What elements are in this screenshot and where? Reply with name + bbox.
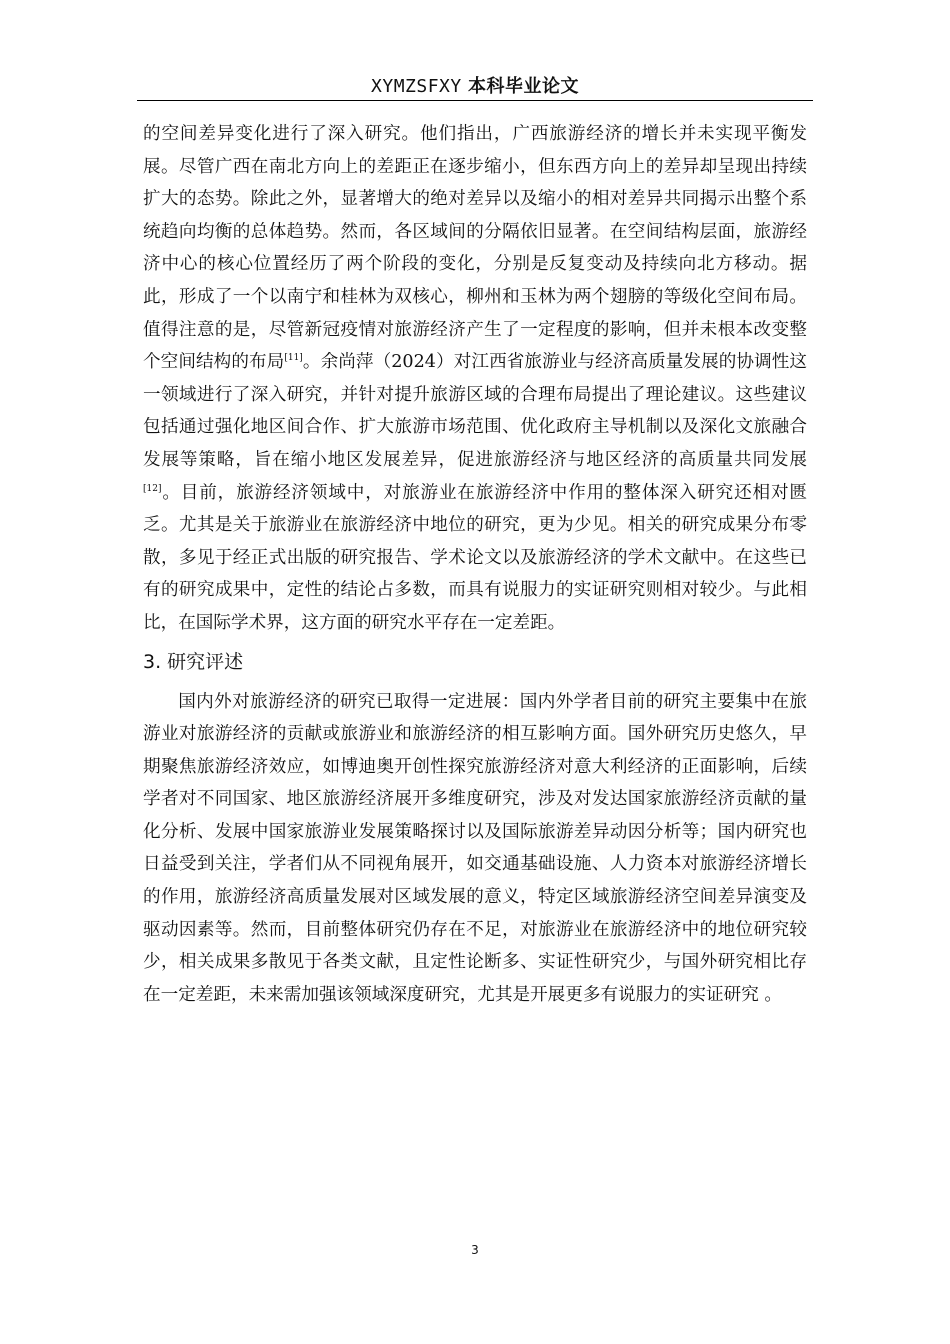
header-school-code: XYMZSFXY — [371, 76, 462, 97]
header-divider — [137, 100, 813, 101]
paragraph-text: 的空间差异变化进行了深入研究。他们指出，广西旅游经济的增长并未实现平衡发展。尽管广西在南北方向上的差距正在逐步缩小，但东西方向上的差异却呈现出持续扩大的态势。除此之外，显著增大的绝对差异以及缩小的相对差异共同揭示出整个系统趋向均衡的总体趋势。然而，各区域间的分隔依旧显著。在空间结构层面，旅游经济中心的核心位置经历了两个阶段的变化，分别是反复变动及持续向北方移动。据此，形成了一个以南宁和桂林为双核心，柳州和玉林为两个翅膀的等级化空间布局。值得注意的是，尽管新冠疫情对旅游经济产生了一定程度的影响，但并未根本改变整个空间结构的布局 — [143, 124, 807, 373]
body-paragraph-2: 国内外对旅游经济的研究已取得一定进展：国内外学者目前的研究主要集中在旅游业对旅游经济的贡献或旅游业和旅游经济的相互影响方面。国外研究历史悠久，早期聚焦旅游经济效应，如博迪奥开创性探究旅游经济对意大利经济的正面影响，后续学者对不同国家、地区旅游经济展开多维度研究，涉及对发达国家旅游经济贡献的量化分析、发展中国家旅游业发展策略探讨以及国际旅游差异动因分析等；国内研究也日益受到关注，学者们从不同视角展开，如交通基础设施、人力资本对旅游经济增长的作用，旅游经济高质量发展对区域发展的意义，特定区域旅游经济空间差异演变及驱动因素等。然而，目前整体研究仍存在不足，对旅游业在旅游经济中的地位研究较少，相关成果多散见于各类文献，且定性论断多、实证性研究少，与国外研究相比存在一定差距，未来需加强该领域深度研究，尤其是开展更多有说服力的实证研究 。 — [143, 691, 807, 1005]
body-paragraph-1 — [143, 118, 807, 640]
paragraph-text: 。余尚萍（2024）对江西省旅游业与经济高质量发展的协调性这一领域进行了深入研究，并针对提升旅游区域的合理布局提出了理论建议。这些建议包括通过强化地区间合作、扩大旅游市场范围、优化政府主导机制以及深化文旅融合发展等策略，旨在缩小地区发展差异，促进旅游经济与地区经济的高质量共同发展 — [143, 352, 807, 470]
header-title: 本科毕业论文 — [467, 76, 579, 97]
paragraph-text: 。目前，旅游经济领域中，对旅游业在旅游经济中作用的整体深入研究还相对匮乏。尤其是关于旅游业在旅游经济中地位的研究，更为少见。相关的研究成果分布零散，多见于经正式出版的研究报告、学术论文以及旅游经济的学术文献中。在这些已有的研究成果中，定性的结论占多数，而具有说服力的实证研究则相对较少。与此相比，在国际学术界，这方面的研究水平存在一定差距。 — [143, 482, 807, 633]
section-heading: 3. 研究评述 — [143, 650, 244, 673]
page-number: 3 — [471, 1243, 479, 1257]
citation-ref: [11] — [284, 353, 303, 364]
page-header — [137, 74, 813, 100]
citation-ref: [12] — [143, 483, 162, 494]
page-body — [143, 118, 807, 1011]
